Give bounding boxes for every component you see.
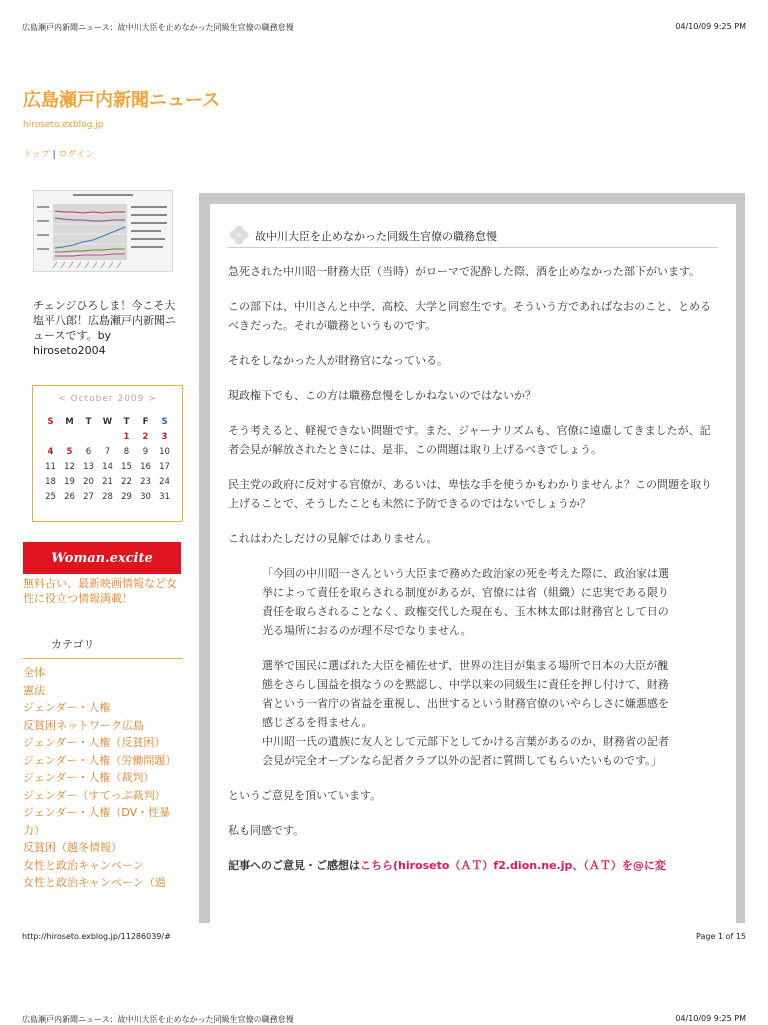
calendar-day: 26 bbox=[64, 492, 75, 502]
category-list bbox=[23, 664, 183, 902]
post-paragraph: 急死された中川昭一財務大臣（当時）がローマで泥酔した際、酒を止めなかった部下がいます。 bbox=[228, 265, 701, 278]
calendar-day: 18 bbox=[45, 477, 56, 487]
calendar-day: 22 bbox=[121, 477, 132, 487]
category-item[interactable]: ジェンダー・人権 bbox=[23, 701, 111, 714]
calendar-day: 23 bbox=[140, 477, 151, 487]
post-paragraph: というご意見を頂いています。 bbox=[228, 789, 382, 802]
nav-top-link[interactable]: トップ bbox=[23, 150, 50, 160]
post-paragraph: 民主党の政府に反対する官僚が、あるいは、卑怯な手を使うかもわかりませんよ？この問題を取り上げることで、そうしたことも未然に予防できるのではないでしょうか？ bbox=[228, 478, 712, 510]
calendar-day-header: M bbox=[65, 417, 74, 427]
calendar-day: 7 bbox=[104, 447, 111, 457]
calendar-day bbox=[79, 431, 98, 443]
print-header-title: 広島瀬戸内新聞ニュース：故中川大臣を止めなかった同級生官僚の職務怠慢 bbox=[22, 23, 294, 32]
calendar-day-header: T bbox=[85, 417, 92, 427]
calendar-day-header: W bbox=[102, 417, 113, 427]
category-item[interactable]: ジェンダー・人権（反貧困） bbox=[23, 736, 166, 749]
contact-line bbox=[228, 856, 718, 875]
calendar-day-link[interactable]: 5 bbox=[66, 447, 73, 457]
calendar-day-header: S bbox=[161, 417, 168, 427]
calendar-day: 14 bbox=[102, 462, 113, 472]
calendar-day: 16 bbox=[140, 462, 151, 472]
category-item[interactable]: 憲法 bbox=[23, 683, 45, 697]
post-title: 故中川大臣を止めなかった同級生官僚の職務怠慢 bbox=[255, 230, 497, 243]
profile-text: チェンジひろしま！今こそ大塩平八郎！広島瀬戸内新聞ニュースです。by hiroseto2004 bbox=[33, 299, 176, 357]
calendar-day: 17 bbox=[159, 462, 170, 472]
calendar-day-header: F bbox=[142, 417, 149, 427]
calendar-day bbox=[60, 431, 79, 443]
calendar-day: 30 bbox=[140, 492, 151, 502]
calendar-day: 12 bbox=[64, 462, 75, 472]
quote-paragraph: 「今回の中川昭一さんという大臣まで務めた政治家の死を考えた際に、政治家は選挙によって責任を取らされる制度があるが、官僚には省（組織）に忠実である限り責任を取らされることなく、政権交代した現在も、玉木林太郎は財務官として日の光る場所におるのが理不尽でなりません。 bbox=[262, 567, 669, 637]
post-content bbox=[210, 204, 736, 923]
calendar bbox=[32, 385, 183, 522]
post-paragraph: これはわたしだけの見解ではありません。 bbox=[228, 532, 438, 545]
nav-separator: | bbox=[52, 150, 56, 160]
print-footer-url: http://hiroseto.exblog.jp/11286039/# bbox=[22, 932, 171, 941]
print-header-date: 04/10/09 9:25 PM bbox=[675, 1014, 746, 1023]
category-item[interactable]: 全体 bbox=[23, 666, 45, 679]
woman-excite-banner[interactable] bbox=[23, 542, 181, 574]
calendar-day: 21 bbox=[102, 477, 113, 487]
calendar-day: 6 bbox=[85, 447, 92, 457]
calendar-day: 25 bbox=[45, 492, 56, 502]
post-body bbox=[228, 262, 718, 875]
calendar-day: 29 bbox=[121, 492, 132, 502]
post-paragraph: 現政権下でも、この方は職務怠慢をしかねないのではないか？ bbox=[228, 389, 536, 402]
print-header-title: 広島瀬戸内新聞ニュース：故中川大臣を止めなかった同級生官僚の職務怠慢 bbox=[22, 1015, 294, 1024]
print-footer-page: Page 1 of 15 bbox=[696, 932, 746, 941]
print-header bbox=[22, 22, 746, 33]
calendar-day: 27 bbox=[83, 492, 94, 502]
calendar-day-header: S bbox=[47, 417, 54, 427]
category-divider bbox=[23, 658, 183, 659]
calendar-day: 31 bbox=[159, 492, 170, 502]
category-item[interactable]: 反貧困（越冬情報） bbox=[23, 841, 122, 854]
calendar-day: 9 bbox=[142, 447, 149, 457]
post-paragraph: 私も同感です。 bbox=[228, 824, 305, 837]
category-item[interactable]: ジェンダー・人権（裁判） bbox=[23, 771, 155, 784]
calendar-day bbox=[41, 431, 60, 443]
post-paragraph: そう考えると、軽視できない問題です。また、ジャーナリズムも、官僚に遠慮してきましたが、記者会見が解放されたときには、是非、この問題は取り上げるべきでしょう。 bbox=[228, 424, 711, 456]
calendar-day-link[interactable]: 1 bbox=[123, 432, 130, 442]
print-header-next-page bbox=[22, 1014, 746, 1025]
calendar-day: 28 bbox=[102, 492, 113, 502]
quote-paragraph: 中川昭一氏の遺族に友人として元部下としてかける言葉があるのか、財務省の記者会見が完全オープンなら記者クラブ以外の記者に質問してもらいたいものです。」 bbox=[262, 735, 669, 767]
calendar-day: 24 bbox=[159, 477, 170, 487]
category-item[interactable]: ジェンダー（すてっぷ裁判） bbox=[23, 788, 166, 802]
calendar-day bbox=[98, 431, 117, 443]
site-url[interactable]: hiroseto.exblog.jp bbox=[23, 120, 104, 130]
site-title[interactable]: 広島瀬戸内新聞ニュース bbox=[23, 90, 221, 111]
calendar-day: 10 bbox=[159, 447, 170, 457]
nav-login-link[interactable]: ログイン bbox=[58, 150, 95, 160]
calendar-day: 20 bbox=[83, 477, 94, 487]
calendar-grid bbox=[41, 416, 175, 503]
category-item[interactable]: ジェンダー・人権（労働問題） bbox=[23, 753, 177, 767]
print-footer bbox=[22, 932, 746, 941]
calendar-day: 11 bbox=[45, 462, 56, 472]
calendar-day: 15 bbox=[121, 462, 132, 472]
category-item[interactable]: 女性と政治キャンペーン（過 bbox=[23, 876, 166, 889]
banner-logo-text: Woman.excite bbox=[51, 550, 153, 566]
calendar-day: 8 bbox=[123, 447, 130, 457]
category-title: カテゴリ bbox=[51, 638, 95, 651]
print-header-date: 04/10/09 9:25 PM bbox=[675, 22, 746, 31]
clover-icon bbox=[228, 224, 250, 246]
category-item[interactable]: 反貧困ネットワーク広島 bbox=[23, 718, 144, 732]
calendar-day-link[interactable]: 2 bbox=[142, 432, 149, 442]
calendar-day: 19 bbox=[64, 477, 75, 487]
post-title-divider bbox=[228, 247, 718, 248]
calendar-day: 13 bbox=[83, 462, 94, 472]
calendar-day-header: T bbox=[123, 417, 130, 427]
calendar-day-link[interactable]: 4 bbox=[47, 447, 54, 457]
calendar-day-link[interactable]: 3 bbox=[161, 432, 168, 442]
banner-caption-link[interactable]: 無料占い、最新映画情報など女性に役立つ情報満載！ bbox=[23, 577, 177, 605]
quote-paragraph: 選挙で国民に選ばれた大臣を補佐せず、世界の注目が集まる場所で日本の大臣が醜態をさらし国益を損なうのを黙認し、中学以来の同級生に責任を押し付けて、財務省という一省庁の省益を重視し、出世するという財務官僚のいやらしさに嫌悪感を感じざるを得ません。 bbox=[262, 659, 669, 729]
top-nav bbox=[23, 147, 94, 160]
post-blockquote bbox=[262, 564, 678, 770]
category-item[interactable]: ジェンダー・人権（DV・性暴力） bbox=[23, 806, 171, 837]
post-paragraph: この部下は、中川さんと中学、高校、大学と同窓生です。そういう方であればなおのこと、とめるべきだった。それが職務というものです。 bbox=[228, 300, 712, 332]
profile-chart-image[interactable] bbox=[33, 190, 173, 272]
contact-prefix: 記事へのご意見・ご感想は bbox=[228, 859, 360, 872]
contact-link[interactable]: こちら(hiroseto（ＡＴ）f2.dion.ne.jp、（ＡＴ）を@に変 bbox=[360, 859, 666, 872]
calendar-title[interactable]: < October 2009 > bbox=[58, 394, 157, 404]
category-item[interactable]: 女性と政治キャンペーン bbox=[23, 858, 144, 872]
post-paragraph: それをしなかった人が財務官になっている。 bbox=[228, 354, 448, 367]
